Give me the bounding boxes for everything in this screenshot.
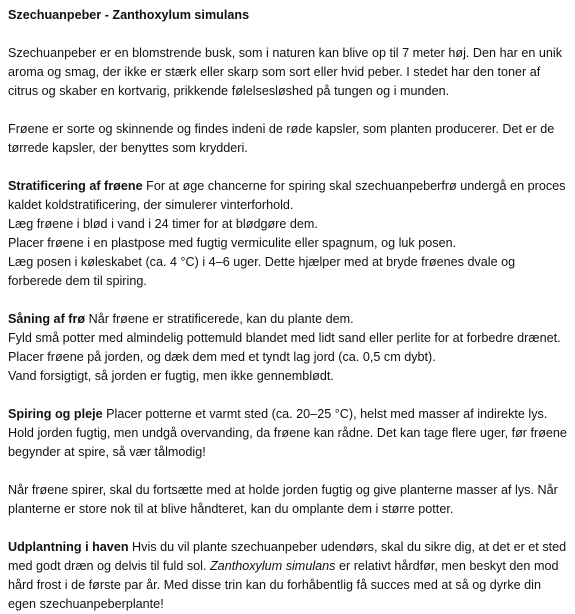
species-name: Zanthoxylum simulans [209, 559, 336, 573]
sowing-step: Placer frøene på jorden, og dæk dem med et tyndt lag jord (ca. 0,5 cm dybt). [8, 350, 436, 364]
sowing-heading: Såning af frø [8, 312, 86, 326]
sowing-lead: Når frøene er stratificerede, kan du plante dem. [85, 312, 354, 326]
outdoor-section [8, 538, 569, 614]
stratification-section [8, 177, 569, 291]
outdoor-text-before: Hvis du vil plante szechuanpeber udendørs, skal du sikre dig, at det er et sted med godt dræn og delvis til fuld sol. [8, 540, 567, 573]
stratification-step: Læg posen i køleskabet (ca. 4 °C) i 4–6 uger. Dette hjælper med at bryde frøenes dvale og forberede dem til spiring. [8, 255, 516, 288]
sowing-step: Fyld små potter med almindelig pottemuld blandet med lidt sand eller perlite for at forbedre drænet. [8, 331, 561, 345]
outdoor-heading: Udplantning i haven [8, 540, 129, 554]
article-title: Szechuanpeber - Zanthoxylum simulans [8, 8, 250, 22]
seeds-paragraph: Frøene er sorte og skinnende og findes indeni de røde kapsler, som planten producerer. Det er de tørrede kapsler, der benyttes som krydderi. [8, 122, 555, 155]
stratification-lead: For at øge chancerne for spiring skal szechuanpeberfrø undergå en proces kaldet koldstratificering, der simulerer vinterforhold. [8, 179, 566, 212]
care-text: Placer potterne et varmt sted (ca. 20–25 °C), helst med masser af indirekte lys. Hold jorden fugtig, men undgå overvanding, da frøene kan rådne. Det kan tage flere uger, før frøene begynder at spire, så vær tålmodig! [8, 407, 567, 459]
sowing-step: Vand forsigtigt, så jorden er fugtig, men ikke gennemblødt. [8, 369, 334, 383]
sowing-section [8, 310, 569, 386]
care-heading: Spiring og pleje [8, 407, 103, 421]
care-section [8, 405, 569, 462]
outdoor-text-after: er relativt hårdfør, men beskyt den mod hård frost i de første par år. Med disse trin kan du forhåbentlig få succes med at så og dyrke din egen szechuanpeberplante! [8, 559, 559, 611]
stratification-step: Læg frøene i blød i vand i 24 timer for at blødgøre dem. [8, 217, 318, 231]
stratification-heading: Stratificering af frøene [8, 179, 143, 193]
stratification-step: Placer frøene i en plastpose med fugtig vermiculite eller spagnum, og luk posen. [8, 236, 457, 250]
care-followup-paragraph: Når frøene spirer, skal du fortsætte med at holde jorden fugtig og give planterne masser af lys. Når planterne er store nok til at blive håndteret, kan du omplante dem i større potter. [8, 483, 558, 516]
intro-paragraph: Szechuanpeber er en blomstrende busk, som i naturen kan blive op til 7 meter høj. Den har en unik aroma og smag, der ikke er stærk eller skarp som sort eller hvid peber. I stedet har den toner af citrus og skaber en kortvarig, prikkende følelsesløshed på tungen og i munden. [8, 46, 562, 98]
